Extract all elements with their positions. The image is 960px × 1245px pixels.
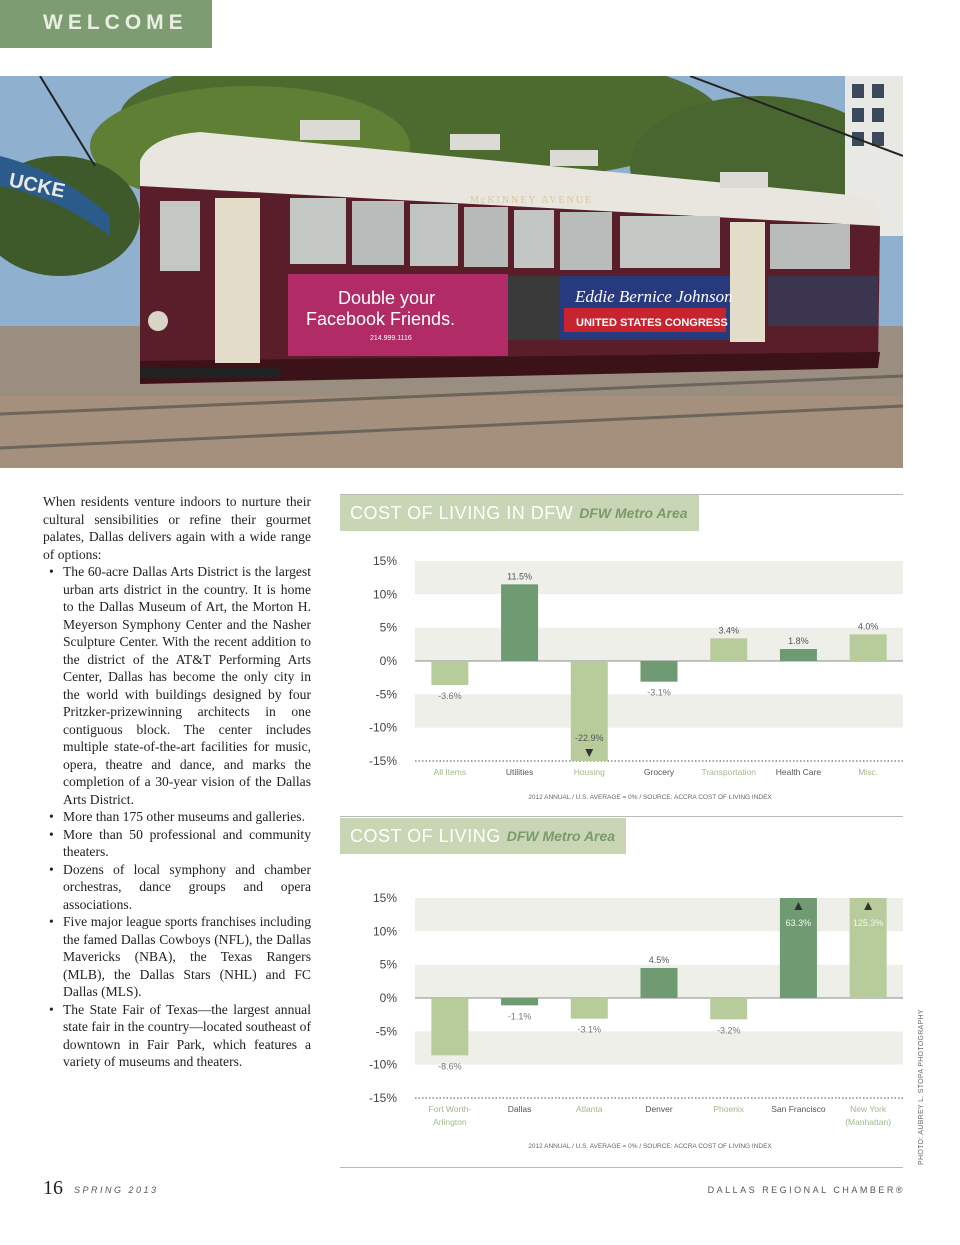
data-label: -3.6% — [438, 691, 462, 701]
category-label: Denver — [645, 1104, 673, 1114]
section-tag-label: WELCOME — [43, 11, 188, 34]
category-label: Utilities — [505, 767, 534, 777]
chart-plot — [340, 543, 903, 813]
section-tag — [0, 0, 212, 48]
bar — [710, 638, 747, 661]
category-label: Grocery — [643, 767, 675, 777]
bar — [641, 661, 678, 682]
bar — [431, 998, 468, 1055]
data-label: -3.1% — [577, 1024, 602, 1035]
data-label: 63.3% — [785, 918, 812, 928]
data-label: -3.1% — [647, 687, 671, 698]
grid-band — [415, 694, 903, 727]
category-label: Atlanta — [576, 1104, 603, 1114]
category-label: Transportation — [701, 767, 756, 777]
chart-title: COST OF LIVING — [350, 825, 501, 846]
grid-band — [415, 561, 903, 594]
chart-header — [340, 818, 626, 854]
y-tick-label: 5% — [379, 620, 397, 635]
grid-band — [415, 1031, 903, 1064]
bar — [501, 584, 538, 661]
category-label: All Items — [433, 767, 467, 777]
y-tick-label: 0% — [379, 654, 397, 668]
list-item: • The 60-acre Dallas Arts District is the largest urban arts district in the country. It is home to the Dallas Museum of Art, the Morton H. Meyerson Symphony Center and the Nasher Sculpture Center. With the recent addition to the district of the AT&T Performing Arts Center, Dallas has become the only city in the world with buildings designed by four Pritzker-prizewinning architects in one contiguous block. The center includes multiple state-of-the-art facilities for music, opera, theatre and dance, and marks the completion of a 30-year vision of the Dallas Arts District. — [63, 563, 311, 808]
bar — [571, 998, 608, 1019]
list-item: • More than 50 professional and community theaters. — [63, 826, 311, 861]
article-body — [43, 493, 311, 1071]
issue-date: SPRING 2013 — [74, 1185, 159, 1195]
list-item: • The State Fair of Texas—the largest annual state fair in the country—located southeast of downtown in Fair Park, which features a variety of museums and theaters. — [63, 1001, 311, 1071]
chart-title: COST OF LIVING IN DFW — [350, 502, 574, 523]
trolley-illustration — [0, 76, 903, 468]
bar — [641, 968, 678, 998]
y-tick-label: 15% — [372, 891, 397, 905]
grid-band — [415, 628, 903, 661]
list-item: • More than 175 other museums and galleries. — [63, 808, 311, 826]
y-tick-label: 15% — [372, 554, 397, 568]
y-tick-label: -10% — [368, 1057, 397, 1072]
y-tick-label: -5% — [375, 687, 397, 702]
data-label: 1.8% — [788, 636, 809, 646]
y-tick-label: -15% — [368, 754, 397, 768]
list-item: • Five major league sports franchises including the famed Dallas Cowboys (NFL), the Dallas Mavericks (NBA), the Texas Rangers (MLB), the Dallas Stars (NHL) and FC Dallas (MLS). — [63, 913, 311, 1001]
category-label: New York — [850, 1104, 887, 1114]
y-tick-label: -15% — [368, 1091, 397, 1105]
chart-rule — [340, 816, 903, 817]
y-tick-label: -5% — [375, 1024, 397, 1039]
y-tick-label: 10% — [372, 924, 397, 939]
chart-subtitle: DFW Metro Area — [579, 505, 688, 521]
chart-source-note: 2012 ANNUAL / U.S. AVERAGE = 0% / SOURCE: ACCRA COST OF LIVING INDEX — [528, 794, 772, 801]
category-label: San Francisco — [771, 1104, 826, 1114]
y-tick-label: -10% — [368, 720, 397, 735]
cost-of-living-cities-chart — [340, 815, 903, 1170]
list-item: • Dozens of local symphony and chamber orchestras, dance groups and opera associations. — [63, 861, 311, 914]
data-label: -22.9% — [575, 733, 604, 743]
data-label: 11.5% — [507, 571, 533, 582]
data-label: 3.4% — [718, 625, 739, 636]
sign-text: UCKE — [6, 169, 67, 203]
category-label: Phoenix — [713, 1104, 745, 1114]
category-label: Health Care — [775, 767, 822, 777]
article-bullets — [43, 563, 311, 1071]
trolley-side-text: McKINNEY AVENUE — [470, 195, 594, 206]
ad-office: UNITED STATES CONGRESS — [576, 317, 728, 329]
ad-phone: 214.999.1116 — [370, 335, 412, 342]
data-label: 4.5% — [648, 955, 670, 965]
bar — [850, 634, 887, 661]
photo-credit: PHOTO: AUBREY L. STOPA PHOTOGRAPHY — [918, 1009, 925, 1165]
data-label: -8.6% — [438, 1061, 462, 1072]
chart-rule — [340, 1167, 903, 1168]
category-label: Dallas — [507, 1104, 532, 1114]
bar — [710, 998, 747, 1019]
publisher-name: DALLAS REGIONAL CHAMBER® — [707, 1185, 905, 1195]
bar — [571, 661, 608, 761]
category-label: Housing — [573, 767, 605, 777]
category-label: Arlington — [433, 1117, 467, 1127]
data-label: -1.1% — [507, 1011, 532, 1022]
chart-source-note: 2012 ANNUAL / U.S. AVERAGE = 0% / SOURCE: ACCRA COST OF LIVING INDEX — [528, 1143, 772, 1150]
category-label: Fort Worth- — [428, 1104, 472, 1114]
bar — [850, 898, 887, 998]
bar — [780, 898, 817, 998]
cost-of-living-dfw-chart — [340, 493, 903, 813]
trolley-photo — [0, 76, 903, 468]
category-label: Misc. — [858, 767, 879, 777]
chart-subtitle: DFW Metro Area — [506, 828, 616, 844]
y-tick-label: 5% — [379, 957, 397, 972]
chart-plot — [340, 880, 903, 1170]
page-number: 16 — [43, 1177, 63, 1199]
data-label: 4.0% — [857, 621, 879, 632]
bar — [431, 661, 468, 685]
category-label: (Manhattan) — [845, 1117, 892, 1127]
y-tick-label: 0% — [379, 991, 397, 1005]
bar — [780, 649, 817, 661]
chart-header — [340, 495, 699, 531]
grid-band — [415, 898, 903, 931]
y-tick-label: 10% — [372, 587, 397, 602]
ad-line-2: Facebook Friends. — [306, 309, 456, 329]
ad-name: Eddie Bernice Johnson — [575, 287, 733, 306]
data-label: 125.3% — [852, 918, 884, 928]
data-label: -3.2% — [716, 1025, 741, 1036]
article-intro: When residents venture indoors to nurture their cultural sensibilities or refine their gourmet palates, Dallas delivers again with a wide range of options: — [43, 494, 311, 562]
ad-line-1: Double your — [338, 288, 436, 308]
bar — [501, 998, 538, 1005]
